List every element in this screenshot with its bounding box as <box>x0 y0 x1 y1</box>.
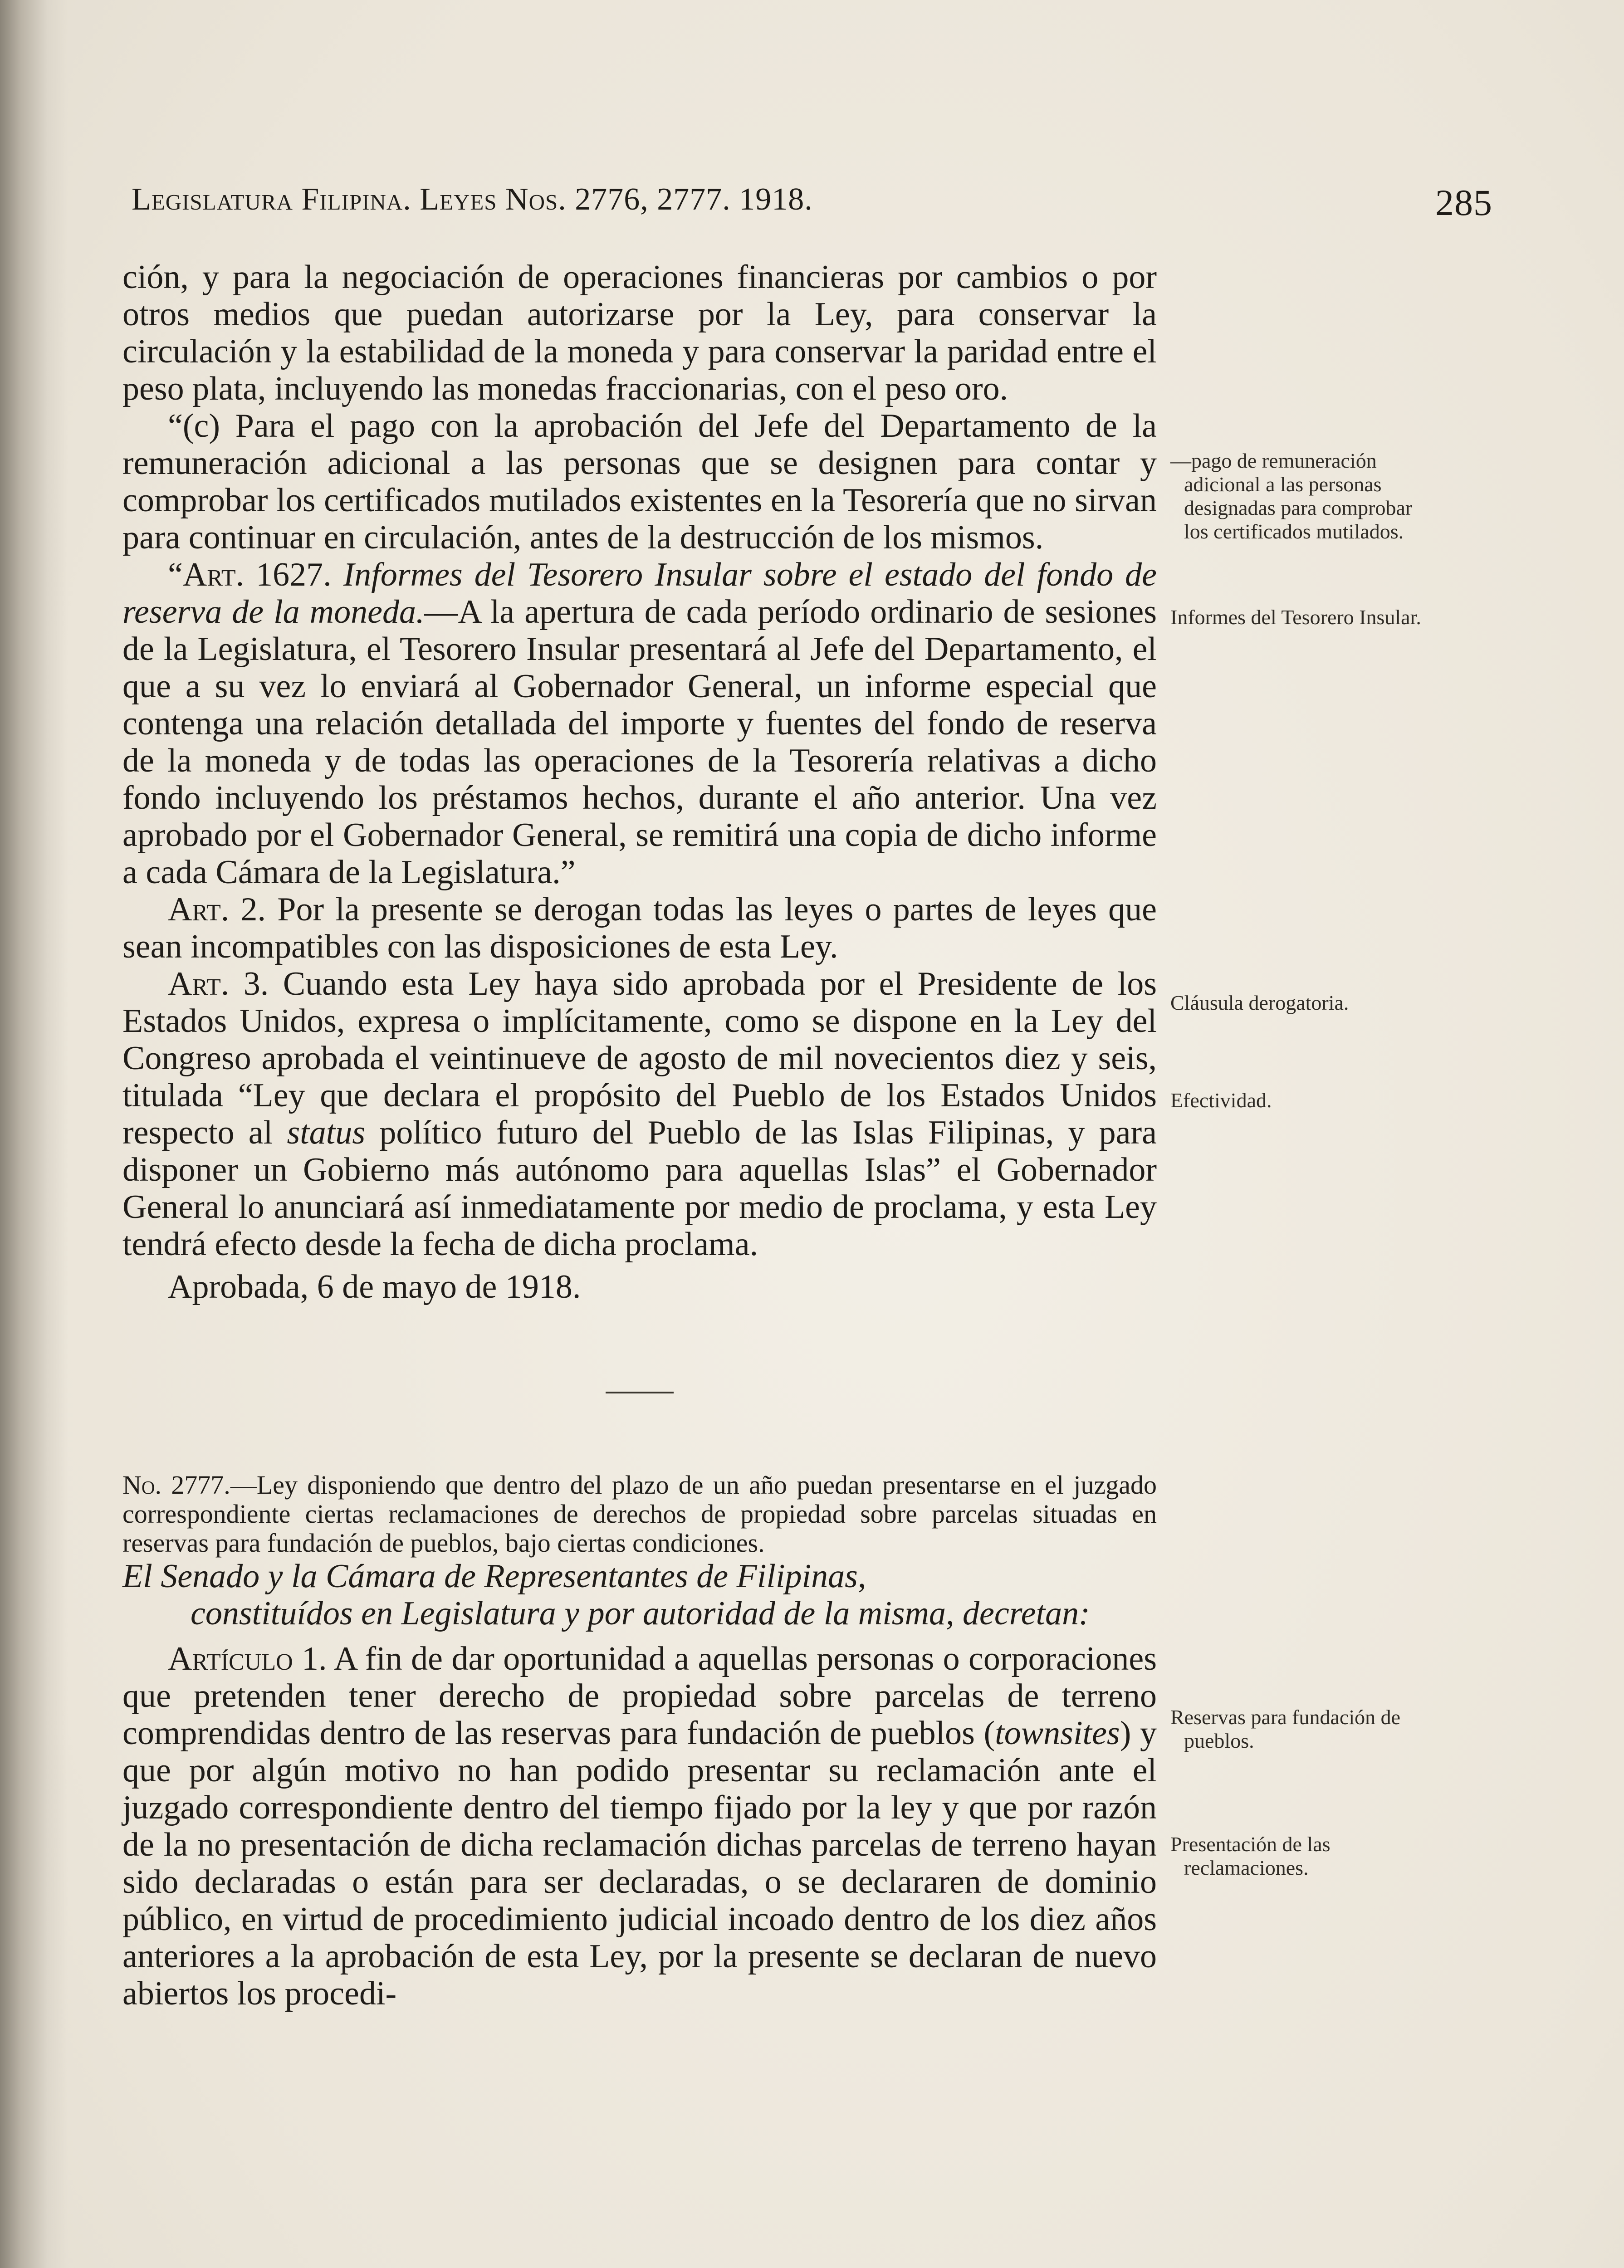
paragraph-continuation: ción, y para la negociación de operaciones financieras por cambios o por otros medios que puedan autorizarse por la Ley, para conservar la circulación y la estabilidad de la moneda y para conservar la paridad entre el peso plata, incluyendo las monedas fraccionarias, con el peso oro. <box>122 259 1157 407</box>
article-1 <box>122 1640 1157 2012</box>
article-2 <box>122 891 1157 965</box>
article-1-townsites: townsites <box>995 1715 1120 1752</box>
margin-note-presentacion: Presentación de las reclamaciones. <box>1170 1833 1331 1879</box>
article-3-label: Art. 3. <box>168 965 269 1002</box>
margin-note-reservas: Reservas para fundación de pueblos. <box>1170 1706 1401 1752</box>
article-1627-text: —A la apertura de cada período ordinario de sesiones de la Legislatura, el Tesorero Insular presentará al Jefe del Departamento, el que a su vez lo enviará al Gobernador General, un informe especial que contenga una relación detallada del importe y fuentes del fondo de reserva de la moneda y de todas las operaciones de la Tesorería relativas a dicho fondo incluyendo los préstamos hechos, durante el año anterior. Una vez aprobado por el Gobernador General, se remitirá una copia de dicho informe a cada Cámara de la Legislatura.” <box>122 593 1157 891</box>
article-1627-title: Informes del Tesorero Insular sobre el estado del fondo de reserva de la moneda. <box>122 556 1157 631</box>
act-summary-text: —Ley disponiendo que dentro del plazo de un año puedan presentarse en el juzgado correspondiente ciertas reclamaciones de derechos de propiedad sobre parcelas situadas en reservas para fundación de pueblos, bajo ciertas condiciones. <box>122 1470 1157 1558</box>
article-2-label: Art. 2. <box>168 891 266 928</box>
main-text <box>122 259 1157 2012</box>
margin-note-clausula: Cláusula derogatoria. <box>1170 991 1349 1014</box>
margin-note-efectividad: Efectividad. <box>1170 1089 1272 1112</box>
article-3-status: status <box>287 1114 366 1151</box>
enacting-clause <box>122 1558 1157 1632</box>
enacting-line-1: El Senado y la Cámara de Representantes de Filipinas, <box>122 1558 866 1595</box>
article-2-text: Por la presente se derogan todas las leyes o partes de leyes que sean incompatibles con las disposiciones de esta Ley. <box>122 891 1157 965</box>
book-spine-shadow <box>0 0 68 2268</box>
article-3 <box>122 965 1157 1263</box>
article-1-text-b: ) y que por algún motivo no han podido presentar su reclamación ante el juzgado correspondiente dentro del tiempo fijado por la ley y que por razón de la no presentación de dicha reclamación dichas parcelas de terreno hayan sido declaradas o están para ser declaradas, o se declararen de dominio público, en virtud de procedimiento judicial incoado dentro de los diez años anteriores a la aprobación de esta Ley, por la presente se declaran de nuevo abiertos los procedi- <box>122 1715 1157 2012</box>
paragraph-clause-c: “(c) Para el pago con la aprobación del Jefe del Departamento de la remuneración adicional a las personas que se designen para contar y comprobar los certificados mutilados existentes en la Tesorería que no sirvan para continuar en circulación, antes de la destrucción de los mismos. <box>122 407 1157 556</box>
running-head: Legislatura Filipina. Leyes Nos. 2776, 2777. 1918. <box>132 182 813 217</box>
act-2777-summary <box>122 1471 1157 1558</box>
article-1627 <box>122 556 1157 891</box>
article-1627-label: “Art. 1627. <box>168 556 332 593</box>
article-1-label: Artículo 1. <box>168 1640 327 1677</box>
article-3-text-a: Cuando esta Ley haya sido aprobada por el Presidente de los Estados Unidos, expresa o implícitamente, como se dispone en la Ley del Congreso aprobada el veintinueve de agosto de mil novecientos diez y seis, titulada “Ley que declara el propósito del Pueblo de los Estados Unidos respecto al <box>122 965 1157 1151</box>
page-number: 285 <box>1435 182 1492 223</box>
act-number: No. 2777. <box>122 1470 230 1500</box>
section-divider <box>606 1392 674 1393</box>
margin-note-pago: —pago de remuneración adicional a las personas designadas para comprobar los certificados mutilados. <box>1170 449 1413 543</box>
article-1-text-a: A fin de dar oportunidad a aquellas personas o corporaciones que pretenden tener derecho de propiedad sobre parcelas de terreno comprendidas dentro de las reservas para fundación de pueblos ( <box>122 1640 1157 1752</box>
enacting-line-2: constituídos en Legislatura y por autoridad de la misma, decretan: <box>191 1595 1090 1632</box>
margin-note-informes: Informes del Tesorero Insular. <box>1170 606 1421 629</box>
article-3-text-b: político futuro del Pueblo de las Islas Filipinas, y para disponer un Gobierno más autónomo para aquellas Islas” el Gobernador General lo anunciará así inmediatamente por medio de proclama, y esta Ley tendrá efecto desde la fecha de dicha proclama. <box>122 1114 1157 1263</box>
page-header <box>132 181 1492 222</box>
approval-date: Aprobada, 6 de mayo de 1918. <box>168 1268 581 1305</box>
